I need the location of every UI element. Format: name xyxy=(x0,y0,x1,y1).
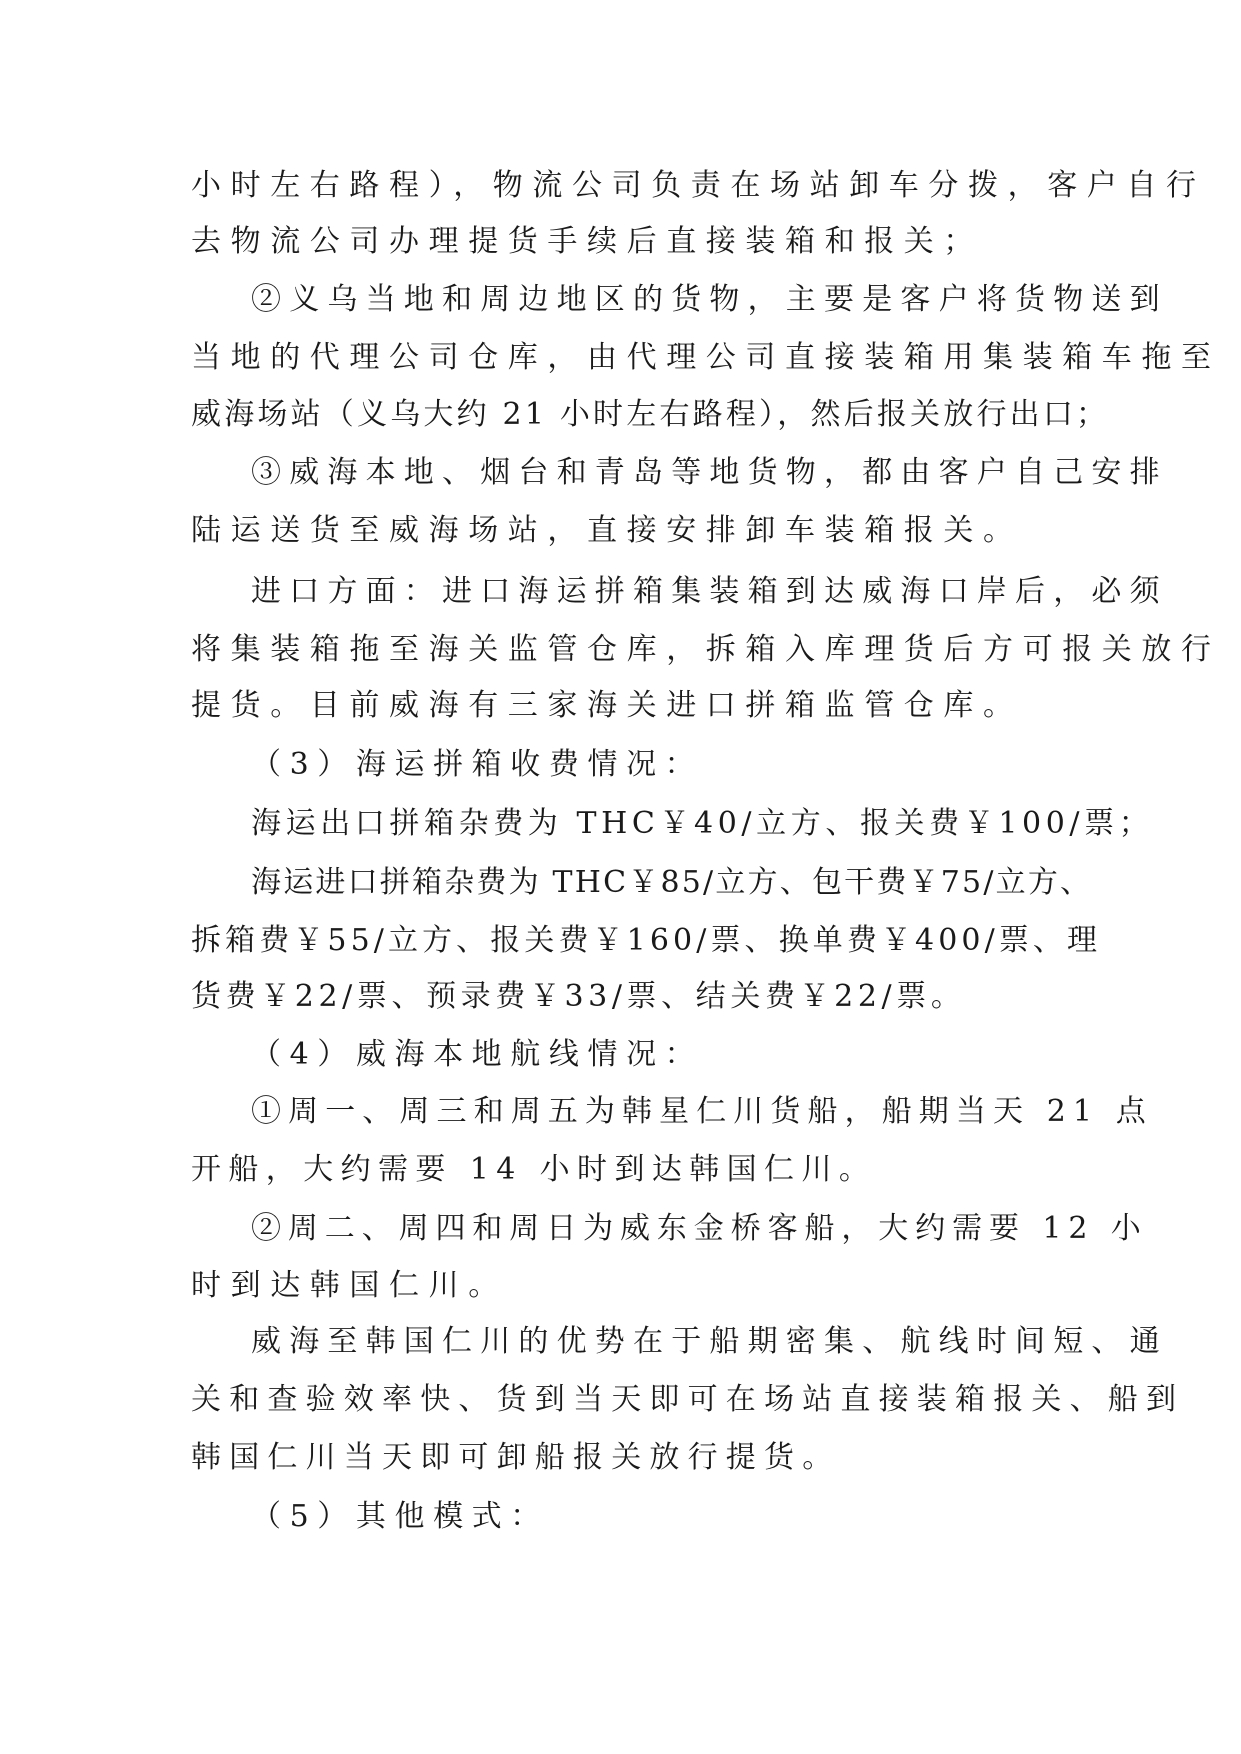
text-line: 拆箱费￥55/立方、报关费￥160/票、换单费￥400/票、理 xyxy=(191,923,1102,958)
text-line: ③威海本地、烟台和青岛等地货物，都由客户自己安排 xyxy=(251,455,1168,490)
text-line: 关和查验效率快、货到当天即可在场站直接装箱报关、船到 xyxy=(191,1382,1185,1417)
text-line: 威海场站（义乌大约 21 小时左右路程），然后报关放行出口； xyxy=(191,397,1110,432)
text-line: 小时左右路程），物流公司负责在场站卸车分拨，客户自行 xyxy=(191,168,1206,203)
text-line: ②义乌当地和周边地区的货物，主要是客户将货物送到 xyxy=(251,282,1168,317)
text-line: 进口方面：进口海运拼箱集装箱到达威海口岸后，必须 xyxy=(251,574,1168,609)
text-line: 陆运送货至威海场站，直接安排卸车装箱报关。 xyxy=(191,513,1023,548)
text-line: 去物流公司办理提货手续后直接装箱和报关； xyxy=(191,224,983,259)
text-line: 韩国仁川当天即可卸船报关放行提货。 xyxy=(191,1440,841,1475)
text-line: 将集装箱拖至海关监管仓库，拆箱入库理货后方可报关放行 xyxy=(191,632,1221,667)
text-line: ①周一、周三和周五为韩星仁川货船，船期当天 21 点 xyxy=(251,1094,1153,1129)
text-line: 提货。目前威海有三家海关进口拼箱监管仓库。 xyxy=(191,688,1023,723)
section-heading: （5）其他模式： xyxy=(251,1499,549,1534)
text-line: 时到达韩国仁川。 xyxy=(191,1268,508,1303)
text-line: 海运出口拼箱杂费为 THC￥40/立方、报关费￥100/票； xyxy=(251,806,1154,841)
text-line: 当地的代理公司仓库，由代理公司直接装箱用集装箱车拖至 xyxy=(191,340,1221,375)
section-heading: （4）威海本地航线情况： xyxy=(251,1037,704,1072)
text-line: ②周二、周四和周日为威东金桥客船，大约需要 12 小 xyxy=(251,1211,1148,1246)
text-line: 开船，大约需要 14 小时到达韩国仁川。 xyxy=(191,1152,877,1187)
text-line: 海运进口拼箱杂费为 THC￥85/立方、包干费￥75/立方、 xyxy=(251,865,1093,900)
text-line: 货费￥22/票、预录费￥33/票、结关费￥22/票。 xyxy=(191,979,966,1014)
text-line: 威海至韩国仁川的优势在于船期密集、航线时间短、通 xyxy=(251,1324,1168,1359)
section-heading: （3）海运拼箱收费情况： xyxy=(251,747,704,782)
